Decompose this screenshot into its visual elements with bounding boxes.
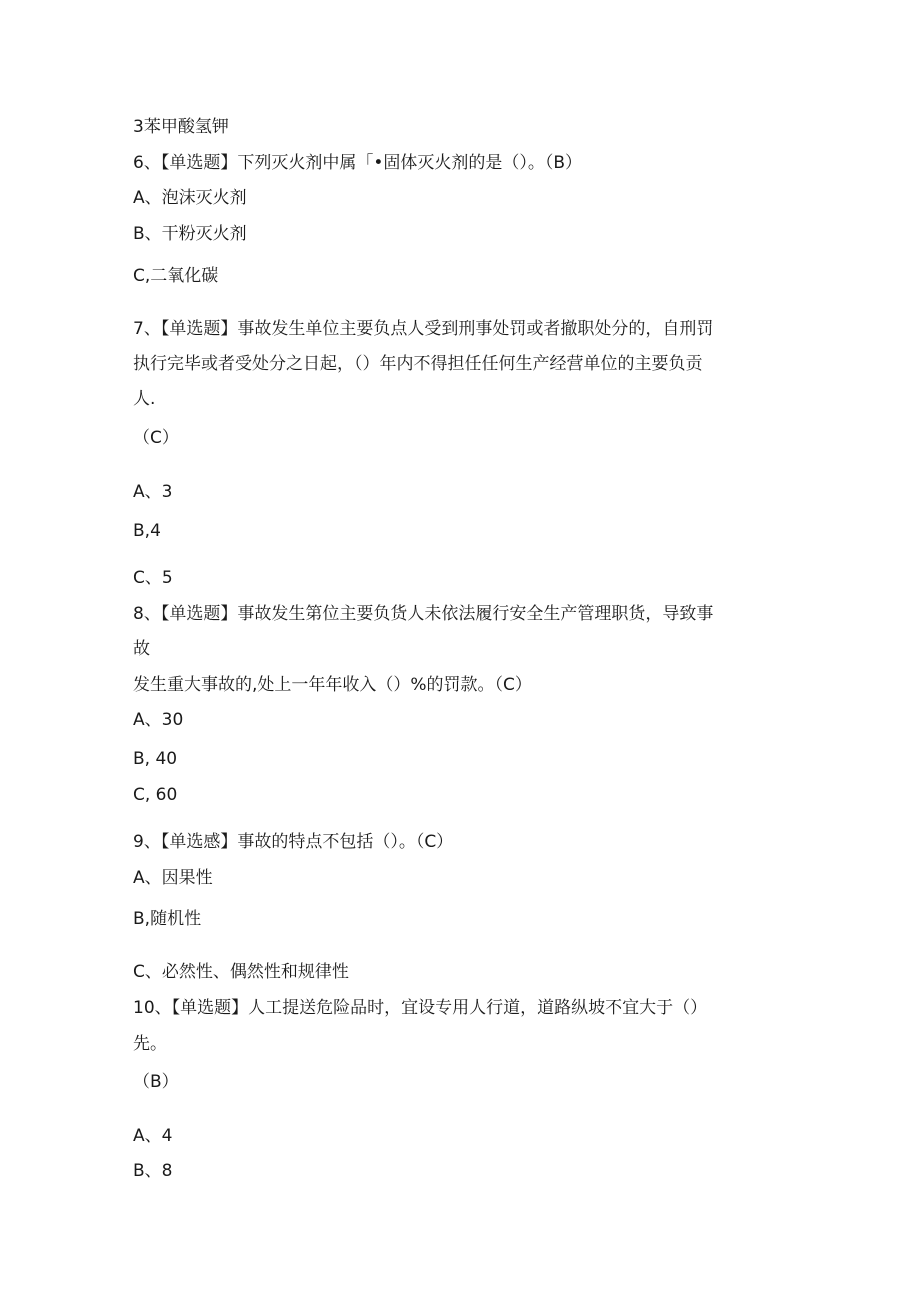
question-8-option-c: C, 60 <box>133 785 178 805</box>
question-10-option-a: A、4 <box>133 1126 173 1146</box>
question-9-title: 9、【单选感】事故的特点不包括（）。（C） <box>133 832 454 852</box>
question-8-title: 8、【单选题】事故发生第位主要负货人未依法履行安全生产管理职货，导致事 <box>133 604 714 624</box>
question-7-option-a: A、3 <box>133 482 173 502</box>
question-7-title: 7、【单选题】事故发生单位主要负点人受到刑事处罚或者撤职处分的，自刑罚 <box>133 319 714 339</box>
question-6-option-b: B、干粉灭火剂 <box>133 224 247 244</box>
question-6-title: 6、【单选题】下列灭火剂中属「•固体灭火剂的是（）。（B） <box>133 153 583 173</box>
question-7-title-cont: 人. <box>133 389 156 409</box>
question-6-option-a: A、泡沫灭火剂 <box>133 188 247 208</box>
question-7-option-c: C、5 <box>133 568 173 588</box>
question-10-title: 10、【单选题】人工提送危险品时，宜设专用人行道，道路纵坡不宜大于（） <box>133 998 708 1018</box>
question-9-option-a: A、因果性 <box>133 868 213 888</box>
text-line: 3苯甲酸氢钾 <box>133 117 229 137</box>
question-10-title-cont: 先。 <box>133 1034 167 1054</box>
question-10-option-b: B、8 <box>133 1161 173 1181</box>
question-8-title-cont: 发生重大事故的,处上一年年收入（）%的罚款。（C） <box>133 675 532 695</box>
question-9-option-b: B,随机性 <box>133 909 202 929</box>
question-6-option-c: C,二氧化碳 <box>133 266 219 286</box>
question-8-option-b: B, 40 <box>133 749 178 769</box>
question-8-option-a: A、30 <box>133 710 184 730</box>
question-7-answer: （C） <box>133 428 179 448</box>
question-10-answer: （B） <box>133 1072 179 1092</box>
question-7-title-cont: 执行完毕或者受处分之日起，（）年内不得担任任何生产经营单位的主要负贡 <box>133 354 703 374</box>
question-7-option-b: B,4 <box>133 521 161 541</box>
question-8-title-cont: 故 <box>133 639 150 659</box>
question-9-option-c: C、必然性、偶然性和规律性 <box>133 962 349 982</box>
